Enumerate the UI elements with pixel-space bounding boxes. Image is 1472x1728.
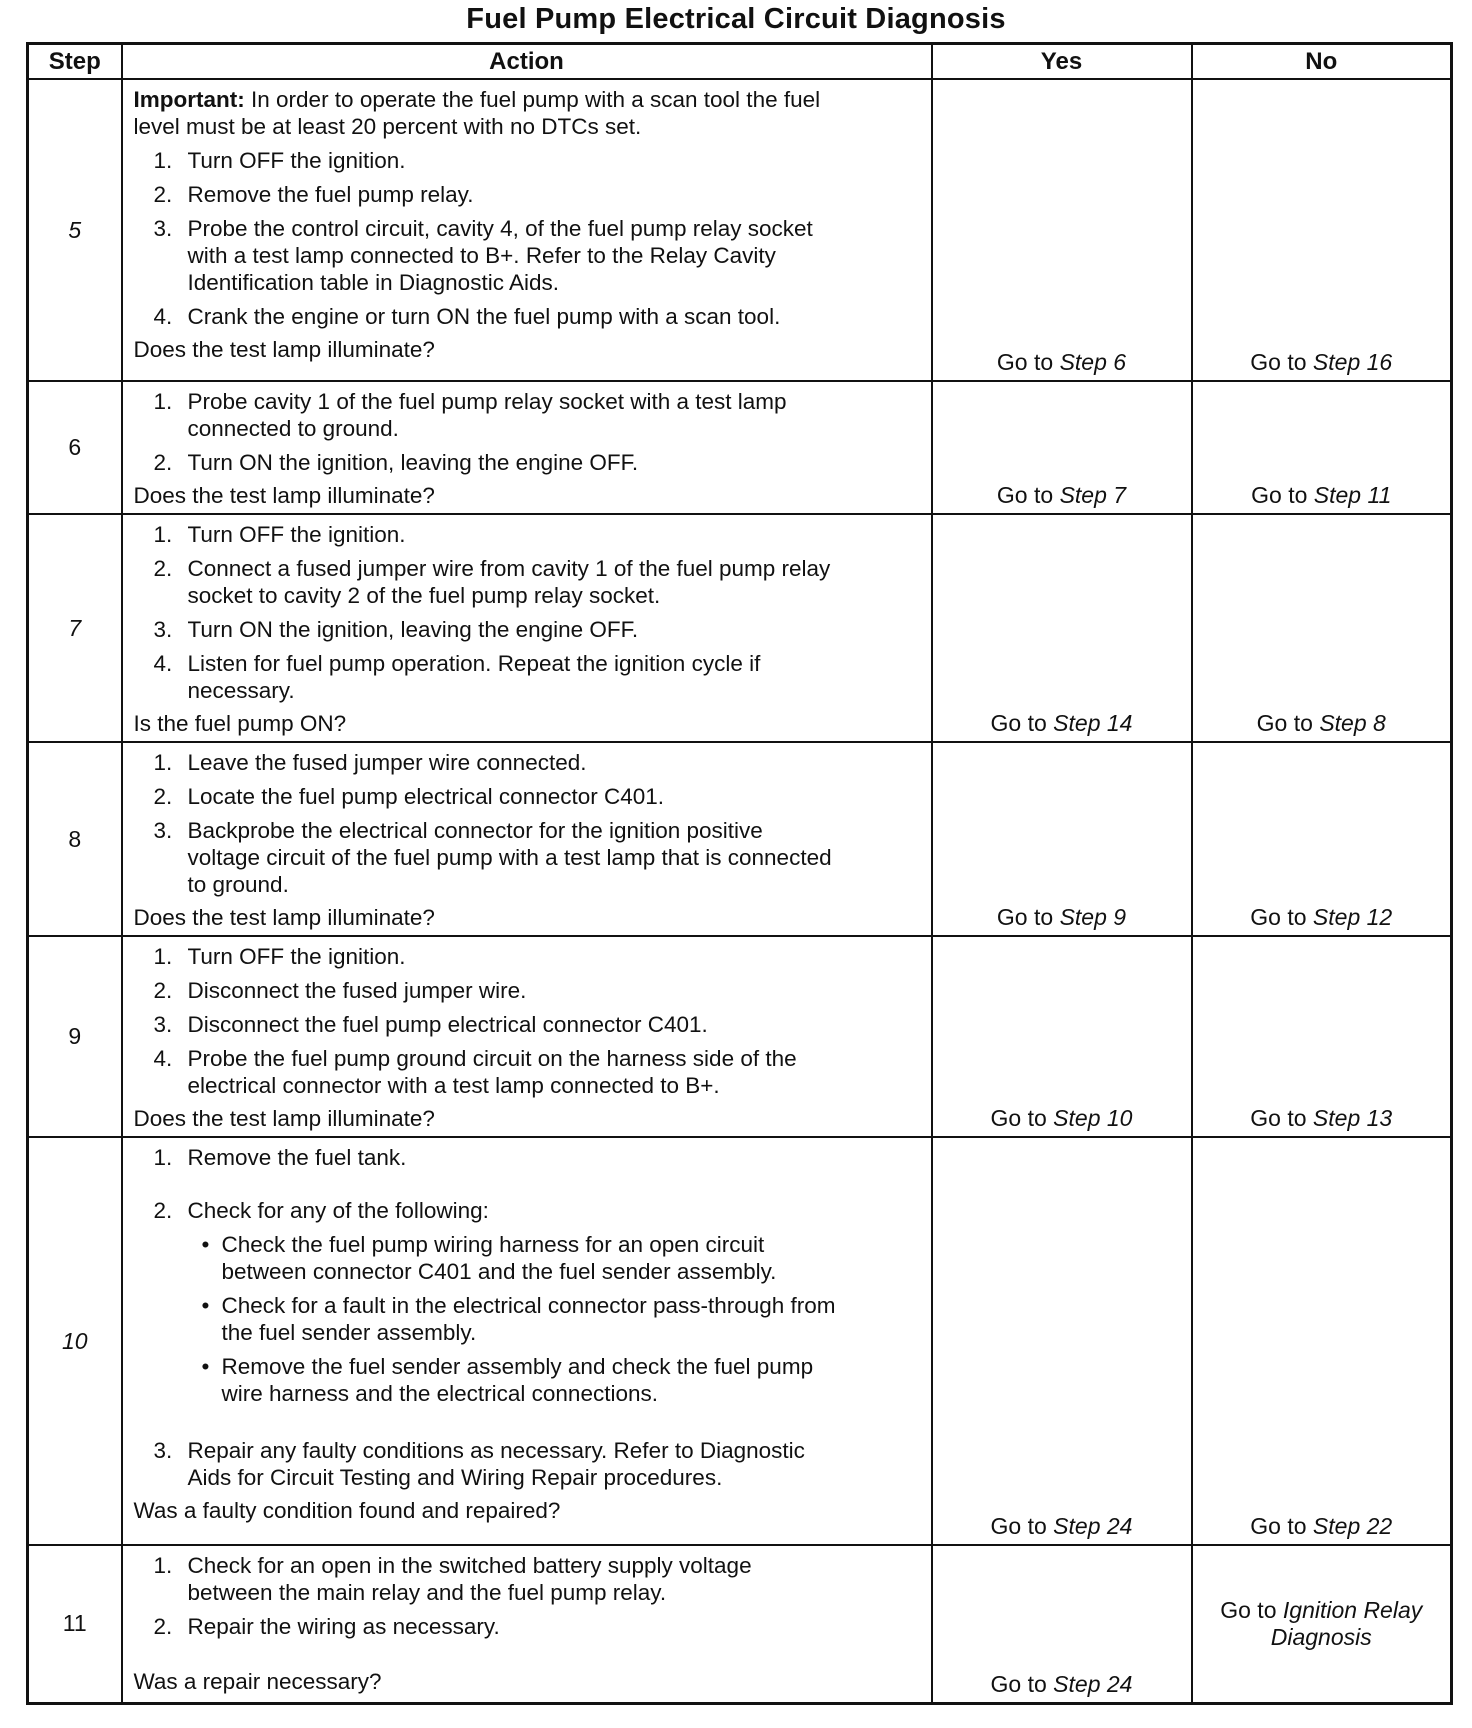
no-cell: Go to Step 11 [1192,381,1452,514]
step-number: 9 [28,936,122,1137]
table-row [28,936,1452,1137]
yes-step-ref: Step 6 [1059,349,1127,375]
action-cell [122,381,932,514]
list-item: 1. Leave the fused jumper wire connected. [153,750,587,775]
question: Does the test lamp illuminate? [133,337,435,362]
action-cell [122,936,932,1137]
list-item: 2. Locate the fuel pump electrical connector C401. [153,784,665,809]
action-cell [122,514,932,742]
important-label: Important: [133,87,245,112]
action-cell [122,1137,932,1545]
table-row [28,79,1452,381]
no-step-ref: Step 16 [1312,349,1393,375]
bullet-item: • Remove the fuel sender assembly and check the fuel pump wire harness and the electrical connections. [201,1354,814,1406]
list-item: 3. Disconnect the fuel pump electrical connector C401. [153,1012,708,1037]
step-number: 10 [28,1137,122,1545]
table-row [28,514,1452,742]
list-item: 4. Probe the fuel pump ground circuit on the harness side of the electrical connector with a test lamp connected to B+. [153,1046,797,1098]
table-row [28,1545,1452,1703]
header-yes: Yes [932,44,1192,80]
list-item: 1. Remove the fuel tank. [153,1145,407,1170]
action-cell [122,742,932,936]
list-item: 2. Connect a fused jumper wire from cavity 1 of the fuel pump relay socket to cavity 2 of the fuel pump relay socket. [153,556,831,608]
question: Is the fuel pump ON? [133,711,347,736]
list-item: 1. Check for an open in the switched battery supply voltage between the main relay and the fuel pump relay. [153,1553,752,1605]
yes-cell: Go to Step 10 [932,936,1192,1137]
no-step-ref: Step 12 [1312,904,1393,930]
no-step-ref: Step 22 [1312,1513,1393,1539]
action-cell [122,1545,932,1703]
list-item: 3. Turn ON the ignition, leaving the engine OFF. [153,617,639,642]
yes-step-ref: Step 10 [1053,1105,1133,1131]
yes-step-ref: Step 9 [1059,904,1127,930]
question: Does the test lamp illuminate? [133,905,435,930]
step-number: 7 [28,514,122,742]
no-cell: Go to Step 16 [1192,79,1452,381]
list-item: 2. Repair the wiring as necessary. [153,1614,500,1639]
yes-cell: Go to Step 7 [932,381,1192,514]
no-cell: Go to Step 22 [1192,1137,1452,1545]
bullet-item: • Check the fuel pump wiring harness for an open circuit between connector C401 and the fuel sender assembly. [201,1232,777,1284]
important-note: Important: In order to operate the fuel pump with a scan tool the fuel level must be at least 20 percent with no DTCs set. [133,87,821,139]
table-row [28,742,1452,936]
no-step-ref: Step 11 [1313,482,1392,508]
no-step-ref: Step 13 [1312,1105,1393,1131]
table-row [28,1137,1452,1545]
no-step-ref: Step 8 [1319,710,1386,736]
no-cell: Go to Ignition Relay Diagnosis [1192,1545,1452,1703]
header-row [28,44,1452,80]
action-cell [122,79,932,381]
list-item: 3. Backprobe the electrical connector for the ignition positive voltage circuit of the fuel pump with a test lamp that is connected to ground. [153,818,832,897]
yes-cell: Go to Step 24 [932,1137,1192,1545]
yes-cell: Go to Step 9 [932,742,1192,936]
question: Was a faulty condition found and repaired? [133,1498,561,1523]
list-item: 2. Remove the fuel pump relay. [153,182,474,207]
header-step: Step [28,44,122,80]
yes-step-ref: Step 24 [1053,1670,1133,1697]
list-item: 1. Turn OFF the ignition. [153,522,406,547]
yes-cell: Go to Step 24 [932,1545,1192,1703]
list-item: 1. Turn OFF the ignition. [153,944,406,969]
bullet-item: • Check for a fault in the electrical connector pass-through from the fuel sender assembly. [201,1293,836,1345]
list-item: 4. Listen for fuel pump operation. Repeat the ignition cycle if necessary. [153,651,761,703]
no-cell: Go to Step 12 [1192,742,1452,936]
step-number: 6 [28,381,122,514]
yes-step-ref: Step 7 [1059,482,1127,508]
yes-step-ref: Step 24 [1053,1513,1133,1539]
diagnosis-table [26,42,1453,1705]
question: Was a repair necessary? [133,1669,382,1694]
yes-cell: Go to Step 6 [932,79,1192,381]
list-item: 3. Probe the control circuit, cavity 4, of the fuel pump relay socket with a test lamp connected to B+. Refer to the Relay Cavity Identification table in Diagnostic Aids. [153,216,813,295]
header-no: No [1192,44,1452,80]
page-title: Fuel Pump Electrical Circuit Diagnosis [466,3,1006,35]
no-cell: Go to Step 8 [1192,514,1452,742]
list-item: 2. Disconnect the fused jumper wire. [153,978,527,1003]
list-item: 4. Crank the engine or turn ON the fuel pump with a scan tool. [153,304,781,329]
yes-cell: Go to Step 14 [932,514,1192,742]
list-item: 2. Check for any of the following: [153,1198,489,1223]
list-item: 3. Repair any faulty conditions as necessary. Refer to Diagnostic Aids for Circuit Testing and Wiring Repair procedures. [153,1438,805,1490]
step-number: 5 [28,79,122,381]
question: Does the test lamp illuminate? [133,483,435,508]
list-item: 1. Turn OFF the ignition. [153,148,406,173]
list-item: 1. Probe cavity 1 of the fuel pump relay socket with a test lamp connected to ground. [153,389,787,441]
no-cell: Go to Step 13 [1192,936,1452,1137]
header-action: Action [122,44,932,80]
no-step-ref: Ignition Relay [1282,1596,1423,1623]
step-number: 11 [28,1545,122,1703]
step-number: 8 [28,742,122,936]
list-item: 2. Turn ON the ignition, leaving the engine OFF. [153,450,639,475]
question: Does the test lamp illuminate? [133,1106,435,1131]
table-row [28,381,1452,514]
yes-step-ref: Step 14 [1053,710,1133,736]
